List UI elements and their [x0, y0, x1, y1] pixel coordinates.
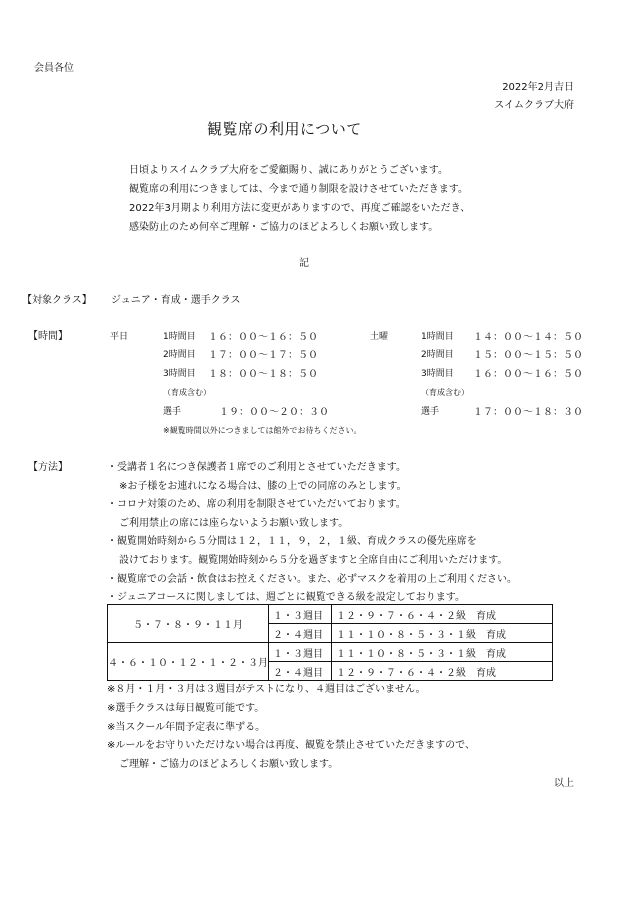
time-label: 【時間】 [28, 331, 68, 342]
grade-schedule-table [107, 604, 553, 681]
weeks-cell: ２・４週目 [269, 662, 332, 681]
method-line: 設けております。観覧開始時刻から５分を過ぎますと全席自由にご利用いただけます。 [119, 555, 508, 566]
intro-line: 観覧席の利用につきましては、今まで通り制限を設けさせていただきます。 [129, 184, 468, 195]
weekday-note: （育成含む） [163, 388, 211, 397]
saturday-period: 1時間目 [421, 332, 454, 342]
intro-line: 感染防止のため何卒ご理解・ご協力のほどよろしくお願い致します。 [129, 222, 439, 233]
page-title: 観覧席の利用について [207, 120, 362, 138]
weekday-senshu-label: 選手 [163, 407, 182, 417]
note-line: ご理解・ご協力のほどよろしくお願い致します。 [119, 759, 339, 770]
grades-cell: １１・１０・８・５・３・１級 育成 [332, 643, 553, 662]
addressee: 会員各位 [34, 63, 74, 74]
method-line: ・観覧席での会話・飲食はお控えください。また、必ずマスクを着用の上ご利用ください。 [107, 574, 517, 585]
intro-line: 2022年3月期より利用方法に変更がありますので、再度ご確認をいただき、 [129, 203, 471, 214]
time-footnote: ※観覧時間以外につきましては館外でお待ちください。 [163, 426, 362, 435]
note-line: ※８月・１月・３月は３週目がテストになり、４週目はございません。 [107, 684, 426, 695]
note-line: ※選手クラスは毎日観覧可能です。 [107, 703, 265, 714]
saturday-note: （育成含む） [421, 388, 469, 397]
method-line: ・ジュニアコースに関しましては、週ごとに観覧できる級を設定しております。 [107, 592, 465, 603]
weekday-time: １７：００～１７：５０ [208, 350, 318, 361]
method-line: ※お子様をお連れになる場合は、膝の上での同席のみとします。 [119, 481, 407, 492]
target-value: ジュニア・育成・選手クラス [111, 295, 241, 306]
saturday-time: １６：００～１６：５０ [473, 369, 583, 380]
saturday-time: １４：００～１４：５０ [473, 332, 583, 343]
method-label: 【方法】 [28, 462, 68, 473]
saturday-time: １５：００～１５：５０ [473, 350, 583, 361]
weekday-label: 平日 [110, 332, 129, 342]
weekday-senshu-time: １９：００～２０：３０ [219, 407, 329, 418]
date: 2022年2月吉日 [502, 82, 574, 93]
weekday-period: 3時間目 [163, 369, 196, 379]
grades-cell: １１・１０・８・５・３・１級 育成 [332, 624, 553, 643]
weekday-period: 2時間目 [163, 350, 196, 360]
method-line: ご利用禁止の席には座らないようお願い致します。 [119, 518, 349, 529]
weeks-cell: ２・４週目 [269, 624, 332, 643]
note-line: ※当スクール年間予定表に準ずる。 [107, 722, 266, 733]
saturday-period: 3時間目 [421, 369, 454, 379]
sender: スイムクラブ大府 [494, 100, 574, 111]
intro-line: 日頃よりスイムクラブ大府をご愛顧賜り、誠にありがとうございます。 [129, 165, 448, 176]
grades-cell: １２・９・７・６・４・２級 育成 [332, 605, 553, 624]
note-line: ※ルールをお守りいただけない場合は再度、観覧を禁止させていただきますので、 [107, 740, 475, 751]
weekday-time: １８：００～１８：５０ [208, 369, 318, 380]
closing: 以上 [554, 778, 574, 789]
ki-label: 記 [299, 258, 309, 269]
months-cell: ４・６・１０・１２・１・２・３月 [108, 643, 269, 681]
saturday-senshu-label: 選手 [421, 407, 440, 417]
method-line: ・受講者１名につき保護者１席でのご利用とさせていただきます。 [107, 462, 406, 473]
table-row [108, 643, 553, 662]
saturday-label: 土曜 [370, 332, 389, 342]
months-cell: ５・７・８・９・１１月 [108, 605, 269, 643]
table-row [108, 605, 553, 624]
weekday-time: １６：００～１６：５０ [208, 332, 318, 343]
saturday-senshu-time: １７：００～１８：３０ [473, 407, 583, 418]
weekday-period: 1時間目 [163, 332, 196, 342]
grades-cell: １２・９・７・６・４・２級 育成 [332, 662, 553, 681]
method-line: ・コロナ対策のため、席の利用を制限させていただいております。 [107, 499, 406, 510]
saturday-period: 2時間目 [421, 350, 454, 360]
weeks-cell: １・３週目 [269, 605, 332, 624]
method-line: ・観覧開始時刻から５分間は１２，１１，９，２，１級、育成クラスの優先座席を [107, 536, 477, 547]
weeks-cell: １・３週目 [269, 643, 332, 662]
target-label: 【対象クラス】 [22, 295, 92, 306]
